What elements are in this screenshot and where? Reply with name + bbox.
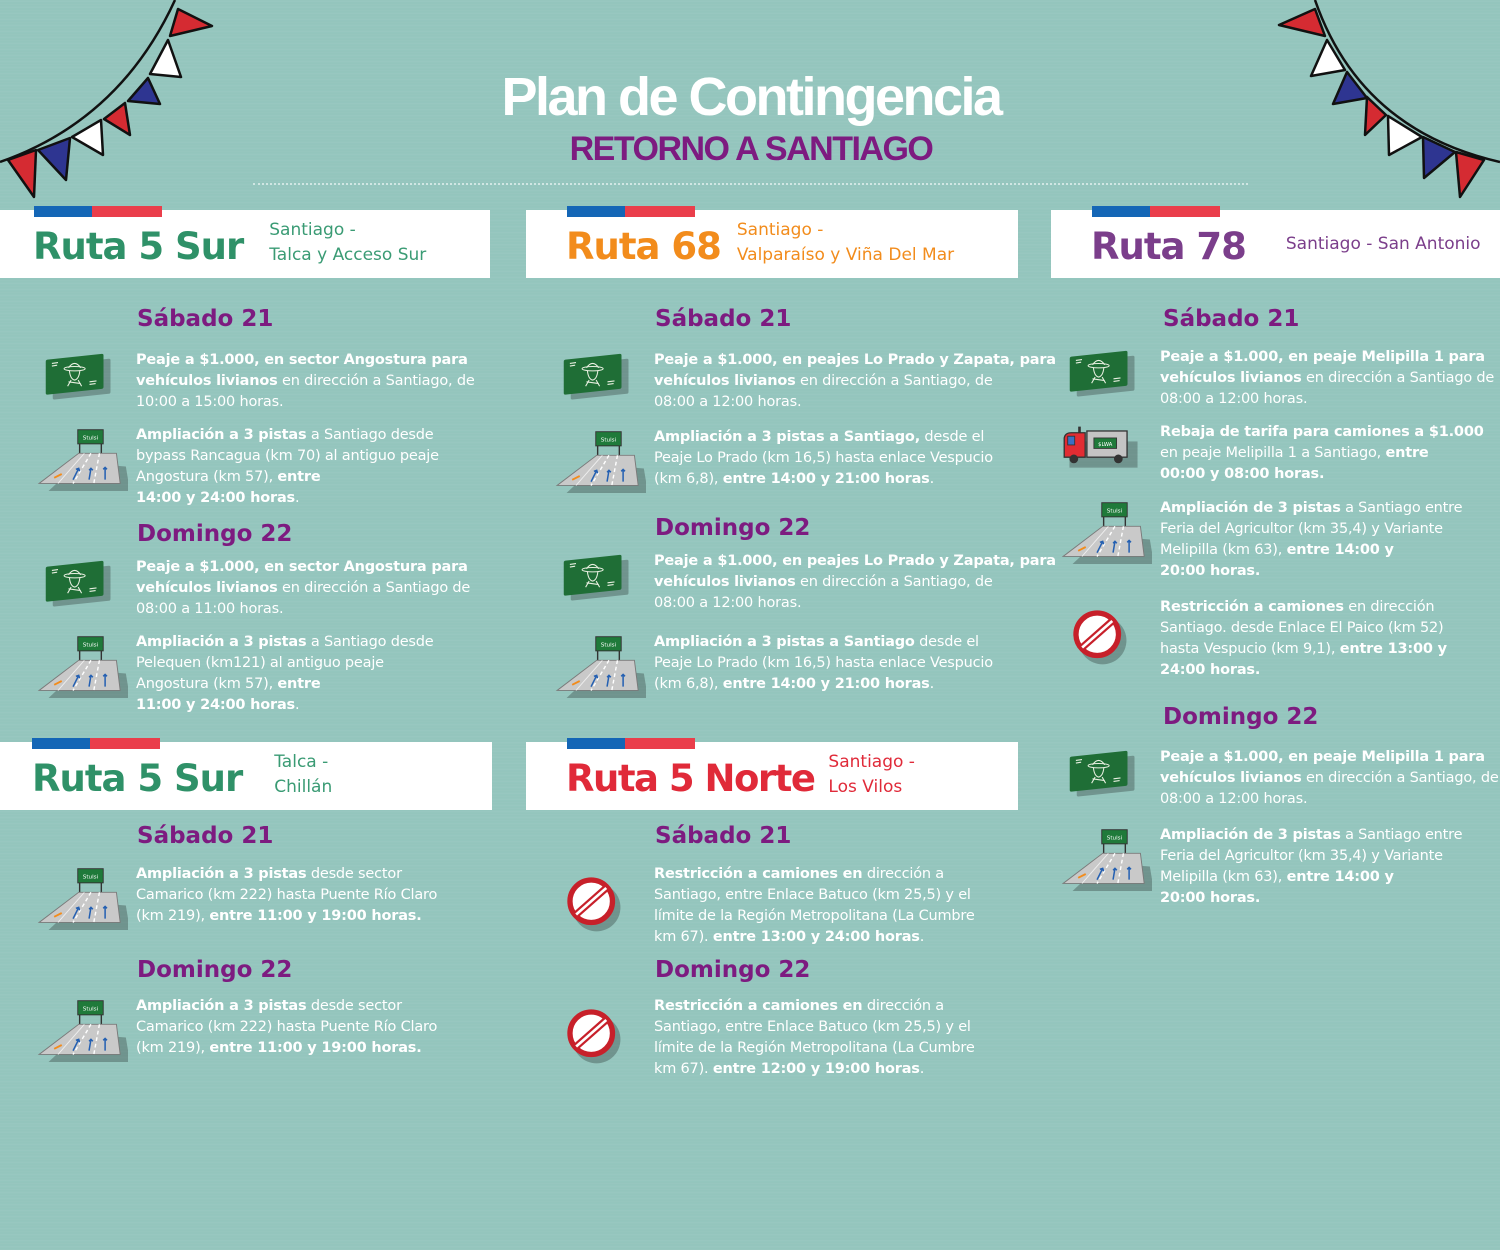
route-header-ruta-5-sur-santiago-talca bbox=[0, 210, 490, 278]
notice-line: Ampliación de 3 pistas a Santiago entre bbox=[1160, 827, 1463, 843]
notice-line: 10:00 a 15:00 horas. bbox=[136, 394, 284, 410]
notice-line: Feria del Agricultor (km 35,4) y Variante bbox=[1160, 848, 1443, 864]
notice-line: km 67). entre 13:00 y 24:00 horas. bbox=[654, 929, 925, 945]
notice-text bbox=[136, 557, 470, 620]
route-name: Ruta 5 Sur bbox=[32, 756, 243, 800]
notice-line: vehículos livianos en dirección a Santiago, de bbox=[654, 373, 993, 389]
day-heading: Sábado 21 bbox=[137, 306, 274, 332]
route-description: Santiago - Valparaíso y Viña Del Mar bbox=[736, 220, 955, 265]
notice-line: límite de la Región Metropolitana (La Cumbre bbox=[654, 908, 975, 924]
notice-item bbox=[1060, 422, 1484, 485]
notice-line: límite de la Región Metropolitana (La Cumbre bbox=[654, 1040, 975, 1056]
route-name: Ruta 5 Norte bbox=[566, 756, 815, 800]
notice-line: Santiago, entre Enlace Batuco (km 25,5) y el bbox=[654, 1019, 971, 1035]
notice-line: Peaje Lo Prado (km 16,5) hasta enlace Vespucio bbox=[654, 450, 993, 466]
highway-lanes-icon bbox=[36, 425, 136, 509]
notice-line: vehículos livianos en dirección a Santiago de bbox=[136, 580, 471, 596]
day-heading: Domingo 22 bbox=[137, 957, 293, 983]
route-name: Ruta 78 bbox=[1091, 224, 1246, 268]
notice-line: Santiago, entre Enlace Batuco (km 25,5) y el bbox=[654, 887, 971, 903]
toll-ticket-icon bbox=[1060, 347, 1160, 410]
notice-line: 08:00 a 12:00 horas. bbox=[1160, 791, 1308, 807]
route-description: Santiago - San Antonio bbox=[1285, 233, 1481, 254]
notice-line: (km 6,8), entre 14:00 y 21:00 horas. bbox=[654, 676, 935, 692]
notice-line: vehículos livianos en dirección a Santiago, de bbox=[136, 373, 475, 389]
notice-text bbox=[136, 864, 437, 927]
page-header bbox=[0, 66, 1500, 169]
highway-lanes-icon bbox=[36, 864, 136, 927]
chile-flag-bar bbox=[32, 738, 160, 749]
notice-line: 20:00 horas. bbox=[1160, 563, 1261, 579]
notice-line: Restricción a camiones en dirección a bbox=[654, 866, 944, 882]
notice-text bbox=[136, 425, 439, 509]
notice-line: Melipilla (km 63), entre 14:00 y bbox=[1160, 542, 1394, 558]
notice-item bbox=[554, 996, 975, 1080]
notice-item bbox=[554, 350, 1056, 413]
notice-line: 08:00 a 12:00 horas. bbox=[1160, 391, 1308, 407]
route-header-ruta-68 bbox=[526, 210, 1018, 278]
notice-item bbox=[1060, 825, 1462, 909]
notice-item bbox=[1060, 498, 1462, 582]
notice-text bbox=[1160, 347, 1494, 410]
day-heading: Domingo 22 bbox=[1163, 704, 1319, 730]
route-header-ruta-5-norte bbox=[526, 742, 1018, 810]
notice-line: 08:00 a 12:00 horas. bbox=[654, 394, 802, 410]
title-divider bbox=[253, 183, 1248, 185]
notice-line: Peaje a $1.000, en peajes Lo Prado y Zapata, para bbox=[654, 352, 1056, 368]
notice-item bbox=[554, 427, 993, 490]
notice-line: Camarico (km 222) hasta Puente Río Claro bbox=[136, 887, 438, 903]
notice-text bbox=[654, 350, 1056, 413]
highway-lanes-icon bbox=[1060, 498, 1160, 582]
notice-line: Ampliación a 3 pistas a Santiago, desde el bbox=[654, 429, 985, 445]
notice-line: Peaje a $1.000, en peaje Melipilla 1 para bbox=[1160, 349, 1485, 365]
notice-line: Rebaja de tarifa para camiones a $1.000 bbox=[1160, 424, 1484, 440]
no-entry-icon bbox=[554, 864, 654, 948]
route-header-ruta-78 bbox=[1051, 210, 1500, 278]
toll-ticket-icon bbox=[554, 350, 654, 413]
notice-line: Restricción a camiones en dirección a bbox=[654, 998, 944, 1014]
notice-line: Feria del Agricultor (km 35,4) y Variante bbox=[1160, 521, 1443, 537]
notice-line: vehículos livianos en dirección a Santiago de bbox=[1160, 370, 1495, 386]
notice-line: vehículos livianos en dirección a Santiago, de bbox=[654, 574, 993, 590]
notice-line: Pelequen (km121) al antiguo peaje bbox=[136, 655, 384, 671]
no-entry-icon bbox=[1060, 597, 1160, 681]
notice-line: 08:00 a 12:00 horas. bbox=[654, 595, 802, 611]
notice-line: Camarico (km 222) hasta Puente Río Claro bbox=[136, 1019, 438, 1035]
notice-line: km 67). entre 12:00 y 19:00 horas. bbox=[654, 1061, 925, 1077]
route-header-ruta-5-sur-talca-chillan bbox=[0, 742, 492, 810]
route-name: Ruta 5 Sur bbox=[33, 224, 244, 268]
day-heading: Sábado 21 bbox=[655, 306, 792, 332]
notice-line: Santiago. desde Enlace El Paico (km 52) bbox=[1160, 620, 1444, 636]
notice-line: 20:00 horas. bbox=[1160, 890, 1261, 906]
notice-line: 08:00 a 11:00 horas. bbox=[136, 601, 284, 617]
notice-item bbox=[36, 632, 434, 716]
notice-line: Ampliación a 3 pistas a Santiago desde bbox=[136, 634, 434, 650]
notice-line: Ampliación de 3 pistas a Santiago entre bbox=[1160, 500, 1463, 516]
day-heading: Domingo 22 bbox=[655, 515, 811, 541]
chile-flag-bar bbox=[567, 206, 695, 217]
page-subtitle: RETORNO A SANTIAGO bbox=[569, 130, 933, 168]
notice-line: Peaje a $1.000, en sector Angostura para bbox=[136, 559, 468, 575]
highway-lanes-icon bbox=[554, 427, 654, 490]
highway-lanes-icon bbox=[36, 996, 136, 1059]
notice-item bbox=[554, 551, 1056, 614]
notice-item bbox=[1060, 347, 1494, 410]
notice-text bbox=[1160, 422, 1484, 485]
page-title: Plan de Contingencia bbox=[501, 67, 1001, 127]
notice-text bbox=[654, 996, 975, 1080]
toll-ticket-icon bbox=[554, 551, 654, 614]
toll-ticket-icon bbox=[1060, 747, 1160, 810]
notice-item bbox=[1060, 747, 1499, 810]
day-heading: Domingo 22 bbox=[655, 957, 811, 983]
notice-line: vehículos livianos en dirección a Santiago, de bbox=[1160, 770, 1499, 786]
notice-line: (km 6,8), entre 14:00 y 21:00 horas. bbox=[654, 471, 935, 487]
highway-lanes-icon bbox=[36, 632, 136, 716]
notice-line: 24:00 horas. bbox=[1160, 662, 1261, 678]
notice-text bbox=[654, 551, 1056, 614]
notice-text bbox=[654, 864, 975, 948]
highway-lanes-icon bbox=[554, 632, 654, 695]
notice-text bbox=[1160, 747, 1499, 810]
notice-line: Ampliación a 3 pistas desde sector bbox=[136, 998, 402, 1014]
chile-flag-bar bbox=[1092, 206, 1220, 217]
notice-line: Peaje Lo Prado (km 16,5) hasta enlace Vespucio bbox=[654, 655, 993, 671]
notice-line: 11:00 y 24:00 horas. bbox=[136, 697, 300, 713]
chile-flag-bar bbox=[34, 206, 162, 217]
notice-line: Melipilla (km 63), entre 14:00 y bbox=[1160, 869, 1394, 885]
route-description: Santiago - Los Vilos bbox=[828, 752, 915, 797]
toll-ticket-icon bbox=[36, 350, 136, 413]
chile-flag-bar bbox=[567, 738, 695, 749]
notice-text bbox=[1160, 825, 1462, 909]
notice-text bbox=[654, 427, 993, 490]
notice-line: Ampliación a 3 pistas desde sector bbox=[136, 866, 402, 882]
notice-line: Peaje a $1.000, en peajes Lo Prado y Zapata, para bbox=[654, 553, 1056, 569]
notice-text bbox=[1160, 597, 1447, 681]
notice-line: Peaje a $1.000, en sector Angostura para bbox=[136, 352, 468, 368]
day-heading: Sábado 21 bbox=[1163, 306, 1300, 332]
notice-line: en peaje Melipilla 1 a Santiago, entre bbox=[1160, 445, 1429, 461]
notice-line: Restricción a camiones en dirección bbox=[1160, 599, 1435, 615]
day-heading: Sábado 21 bbox=[655, 823, 792, 849]
notice-line: Ampliación a 3 pistas a Santiago desde bbox=[136, 427, 434, 443]
notice-item bbox=[36, 864, 437, 927]
notice-line: hasta Vespucio (km 9,1), entre 13:00 y bbox=[1160, 641, 1447, 657]
notice-line: bypass Rancagua (km 70) al antiguo peaje bbox=[136, 448, 439, 464]
notice-text bbox=[136, 632, 434, 716]
notice-line: 14:00 y 24:00 horas. bbox=[136, 490, 300, 506]
notice-text bbox=[654, 632, 993, 695]
notice-line: Ampliación a 3 pistas a Santiago desde el bbox=[654, 634, 979, 650]
notice-line: Angostura (km 57), entre bbox=[136, 469, 321, 485]
truck-icon bbox=[1060, 422, 1160, 485]
notice-item bbox=[36, 557, 470, 620]
notice-line: (km 219), entre 11:00 y 19:00 horas. bbox=[136, 908, 422, 924]
notice-line: 00:00 y 08:00 horas. bbox=[1160, 466, 1325, 482]
notice-line: Peaje a $1.000, en peaje Melipilla 1 para bbox=[1160, 749, 1485, 765]
notice-item bbox=[36, 996, 437, 1059]
notice-text bbox=[1160, 498, 1462, 582]
route-name: Ruta 68 bbox=[566, 224, 721, 268]
toll-ticket-icon bbox=[36, 557, 136, 620]
notice-item bbox=[554, 632, 993, 695]
notice-item bbox=[36, 425, 439, 509]
day-heading: Domingo 22 bbox=[137, 521, 293, 547]
highway-lanes-icon bbox=[1060, 825, 1160, 909]
notice-line: Angostura (km 57), entre bbox=[136, 676, 321, 692]
notice-text bbox=[136, 996, 437, 1059]
notice-text bbox=[136, 350, 475, 413]
notice-line: (km 219), entre 11:00 y 19:00 horas. bbox=[136, 1040, 422, 1056]
route-description: Santiago - Talca y Acceso Sur bbox=[269, 220, 427, 265]
notice-item bbox=[554, 864, 975, 948]
day-heading: Sábado 21 bbox=[137, 823, 274, 849]
no-entry-icon bbox=[554, 996, 654, 1080]
notice-item bbox=[36, 350, 475, 413]
notice-item bbox=[1060, 597, 1447, 681]
route-description: Talca - Chillán bbox=[274, 752, 333, 797]
